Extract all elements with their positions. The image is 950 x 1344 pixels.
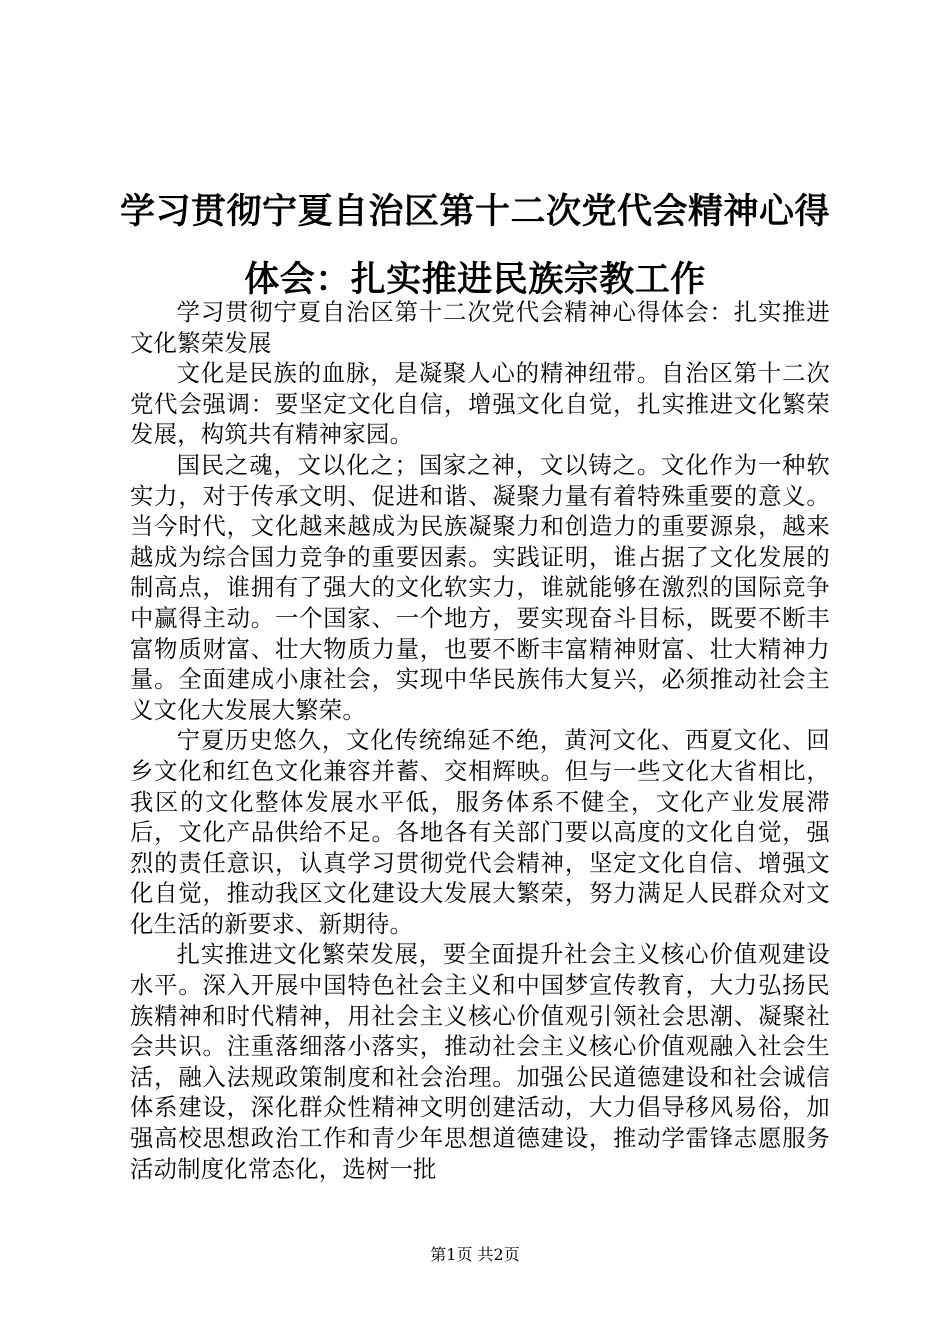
paragraph-3: 宁夏历史悠久，文化传统绵延不绝，黄河文化、西夏文化、回乡文化和红色文化兼容并蓄、交相辉映。但与一些文化大省相比，我区的文化整体发展水平低，服务体系不健全，文化产业发展滞后，文化产品供给不足。各地各有关部门要以高度的文化自觉，强烈的责任意识，认真学习贯彻党代会精神，坚定文化自信、增强文化自觉，推动我区文化建设大发展大繁荣，努力满足人民群众对文化生活的新要求、新期待。 [130,727,830,938]
document-title: 学习贯彻宁夏自治区第十二次党代会精神心得体会：扎实推进民族宗教工作 [119,192,830,300]
document-body [130,298,830,1185]
paragraph-subtitle: 学习贯彻宁夏自治区第十二次党代会精神心得体会：扎实推进文化繁荣发展 [130,299,830,357]
paragraph-1: 文化是民族的血脉，是凝聚人心的精神纽带。自治区第十二次党代会强调：要坚定文化自信，增强文化自觉，扎实推进文化繁荣发展，构筑共有精神家园。 [130,360,830,449]
page-footer: 第1页 共2页 [430,1245,520,1264]
paragraph-2: 国民之魂，文以化之；国家之神，文以铸之。文化作为一种软实力，对于传承文明、促进和谐、凝聚力量有着特殊重要的意义。当今时代，文化越来越成为民族凝聚力和创造力的重要源泉，越来越成为综合国力竞争的重要因素。实践证明，谁占据了文化发展的制高点，谁拥有了强大的文化软实力，谁就能够在激烈的国际竞争中赢得主动。一个国家、一个地方，要实现奋斗目标，既要不断丰富物质财富、壮大物质力量，也要不断丰富精神财富、壮大精神力量。全面建成小康社会，实现中华民族伟大复兴，必须推动社会主义文化大发展大繁荣。 [130,451,830,724]
paragraph-4: 扎实推进文化繁荣发展，要全面提升社会主义核心价值观建设水平。深入开展中国特色社会主义和中国梦宣传教育，大力弘扬民族精神和时代精神，用社会主义核心价值观引领社会思潮、凝聚社会共识。注重落细落小落实，推动社会主义核心价值观融入社会生活，融入法规政策制度和社会治理。加强公民道德建设和社会诚信体系建设，深化群众性精神文明创建活动，大力倡导移风易俗，加强高校思想政治工作和青少年思想道德建设，推动学雷锋志愿服务活动制度化常态化，选树一批 [130,941,830,1183]
